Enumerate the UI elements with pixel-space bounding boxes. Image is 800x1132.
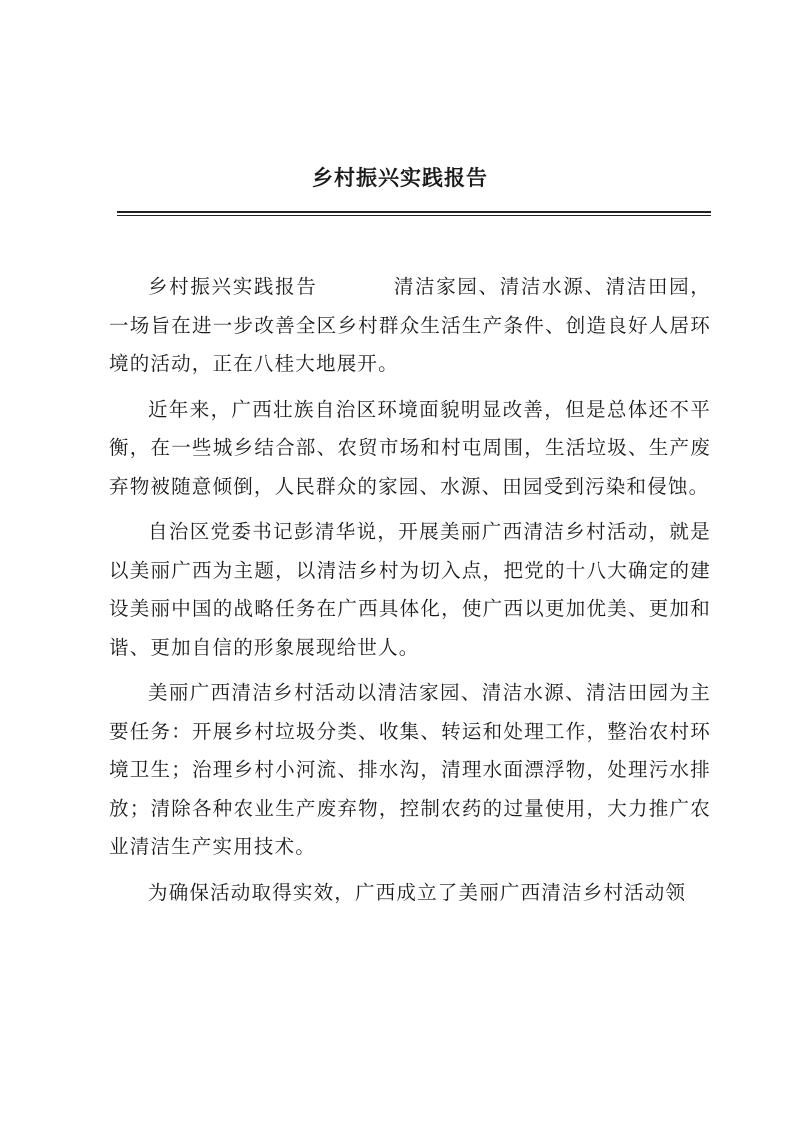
paragraph-4: 美丽广西清洁乡村活动以清洁家园、清洁水源、清洁田园为主要任务：开展乡村垃圾分类、收集、转运和处理工作，整治农村环境卫生；治理乡村小河流、排水沟，清理水面漂浮物，处理污水排放；清除各种农业生产废弃物，控制农药的过量使用，大力推广农业清洁生产实用技术。	[109, 681, 711, 858]
paragraph-lead: 乡村振兴实践报告	[148, 275, 318, 298]
paragraph-3: 自治区党委书记彭清华说，开展美丽广西清洁乡村活动，就是以美丽广西为主题，以清洁乡村为切入点，把党的十八大确定的建设美丽中国的战略任务在广西具体化，使广西以更加优美、更加和谐、更加自信的形象展现给世人。	[109, 520, 711, 659]
paragraph-5: 为确保活动取得实效，广西成立了美丽广西清洁乡村活动领	[148, 880, 687, 904]
paragraph-2: 近年来，广西壮族自治区环境面貌明显改善，但是总体还不平衡，在一些城乡结合部、农贸市场和村屯周围，生活垃圾、生产废弃物被随意倾倒，人民群众的家园、水源、田园受到污染和侵蚀。	[109, 397, 711, 498]
document-body	[109, 268, 711, 919]
title-divider-thick	[117, 211, 711, 213]
paragraph-1	[109, 268, 711, 384]
document-title: 乡村振兴实践报告	[312, 166, 488, 190]
paragraph-text: 清洁家园、清洁水源、清洁田园，一场旨在进一步改善全区乡村群众生活生产条件、创造良好人居环境的活动，正在八桂大地展开。	[109, 275, 711, 375]
title-divider-thin	[117, 215, 711, 216]
